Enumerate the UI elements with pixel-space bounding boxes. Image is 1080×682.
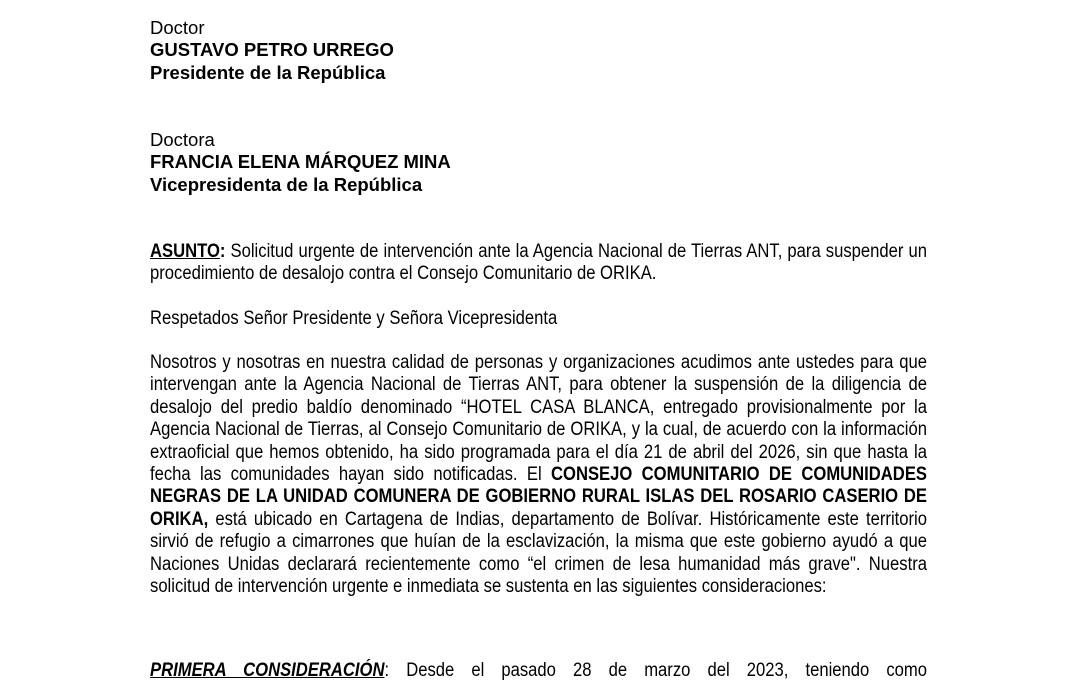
recipient-position: Vicepresidenta de la República [150, 173, 423, 195]
recipient-title: Doctor [150, 17, 205, 38]
recipient-name: GUSTAVO PETRO URREGO [150, 39, 394, 61]
first-consideration-colon: : [384, 660, 390, 681]
recipient-name: FRANCIA ELENA MÁRQUEZ MINA [150, 151, 451, 173]
subject-colon: : [219, 241, 226, 262]
first-consideration-block [150, 660, 927, 682]
subject-text: Solicitud urgente de intervención ante la Agencia Nacional de Tierras ANT, para suspender un procedimiento de desalojo contra el Consejo Comunitario de ORIKA. [150, 241, 927, 285]
salutation: Respetados Señor Presidente y Señora Vicepresidenta [150, 308, 558, 329]
consejo-comunitario-name: CONSEJO COMUNITARIO DE COMUNIDADES NEGRAS DE LA UNIDAD COMUNERA DE GOBIERNO RURAL ISLAS DEL ROSARIO CASERIO DE ORIKA, [150, 464, 927, 530]
subject-paragraph [150, 241, 927, 286]
recipient-vicepresident [150, 129, 927, 196]
recipient-position: Presidente de la República [150, 61, 386, 83]
first-consideration-text: Desde el pasado 28 de marzo del 2023, teniendo como [389, 660, 928, 681]
subject-label: ASUNTO [150, 241, 220, 262]
paragraph-text-continued: está ubicado en Cartagena de Indias, departamento de Bolívar. Históricamente este territorio sirvió de refugio a cimarrones que huían de la esclavización, la misma que este gobierno ayudó a que Naciones Unidas declarará recientemente como “el crimen de lesa humanidad más grave". Nuestra solicitud de intervención urgente e inmediata se sustenta en las siguientes consideraciones: [150, 508, 927, 598]
salutation-block [150, 308, 927, 330]
first-consideration-label: PRIMERA CONSIDERACIÓN [150, 660, 385, 681]
paragraph-text-intro: Nosotros y nosotras en nuestra calidad de personas y organizaciones acudimos ante ustedes para que intervengan ante la Agencia Nacional de Tierras ANT, para obtener la suspensión de la diligencia de desalojo del predio baldío denominado “HOTEL CASA BLANCA, entregado provisionalmente por la Agencia Nacional de Tierras, al Consejo Comunitario de ORIKA, y la cual, de acuerdo con la información extraoficial que hemos obtenido, ha sido programada para el día 21 de abril del 2026, sin que hasta la fecha las comunidades hayan sido notificadas. El [150, 352, 927, 486]
recipient-title: Doctora [150, 129, 215, 150]
first-consideration-paragraph [150, 660, 927, 682]
main-paragraph-block [150, 352, 927, 598]
recipient-president [150, 17, 927, 84]
subject-block [150, 241, 927, 286]
main-paragraph [150, 352, 927, 598]
